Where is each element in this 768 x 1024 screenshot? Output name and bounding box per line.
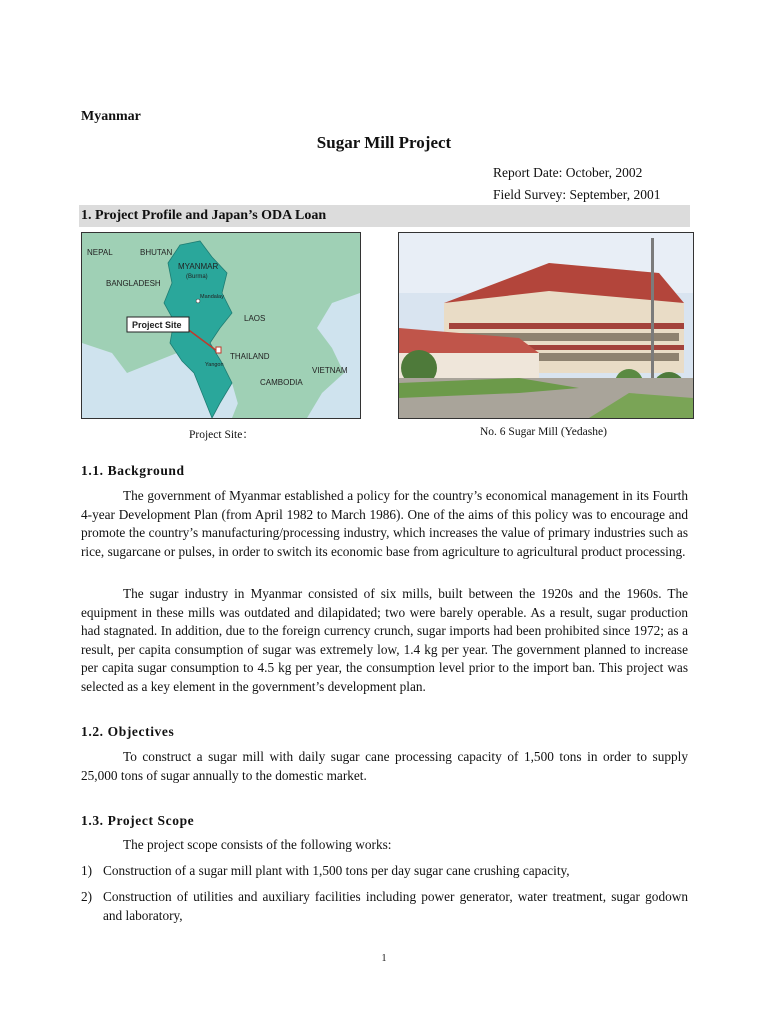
map-label-burma: (Burma)	[186, 274, 208, 280]
page-number: 1	[381, 953, 387, 964]
background-paragraph-2: The sugar industry in Myanmar consisted of six mills, built between the 1920s and the 1960s. The equipment in these mills was outdated and dilapidated; two were barely operable. As a result, sugar production had stagnated. In addition, due to the foreign currency crunch, sugar imports had been prohibited since 1972; as a result, per capita consumption of sugar was extremely low, 1.4 kg per year. The government planned to increase per capita sugar consumption to 4.5 kg per year, the consumption level prior to the import ban. This project was selected as a key element in the government’s development plan.	[81, 586, 688, 694]
map-label-myanmar: MYANMAR	[178, 262, 219, 271]
report-date: Report Date: October, 2002	[493, 165, 643, 180]
map-label-vietnam: VIETNAM	[312, 366, 348, 375]
objectives-heading: 1.2. Objectives	[81, 724, 175, 739]
map-illustration	[82, 233, 360, 418]
scope-heading: 1.3. Project Scope	[81, 813, 195, 828]
page-title: Sugar Mill Project	[316, 133, 452, 152]
map-label-nepal: NEPAL	[87, 248, 113, 257]
map-caption: Project Site：	[189, 429, 254, 441]
objectives-paragraph: To construct a sugar mill with daily sugar cane processing capacity of 1,500 tons in order to supply 25,000 tons of sugar annually to the domestic market.	[81, 749, 688, 783]
project-site-map	[81, 232, 361, 419]
map-label-cambodia: CAMBODIA	[260, 378, 303, 387]
sugar-mill-photo	[398, 232, 694, 419]
scope-intro: The project scope consists of the following works:	[123, 837, 392, 852]
list-item-number: 2)	[81, 889, 93, 904]
map-label-bangladesh: BANGLADESH	[106, 279, 161, 288]
section-heading-bar	[79, 205, 690, 227]
photo-illustration	[399, 233, 693, 418]
map-label-laos: LAOS	[244, 314, 266, 323]
field-survey-date: Field Survey: September, 2001	[493, 187, 661, 202]
background-heading: 1.1. Background	[81, 463, 185, 478]
map-label-thailand: THAILAND	[230, 352, 270, 361]
list-item-number: 1)	[81, 863, 93, 878]
map-label-bhutan: BHUTAN	[140, 248, 173, 257]
list-item-text: Construction of utilities and auxiliary facilities including power generator, water treatment, sugar godown and laboratory,	[103, 889, 688, 923]
map-label-project-site: Project Site	[132, 320, 182, 330]
country-label: Myanmar	[81, 109, 141, 124]
map-label-mandalay: Mandalay	[200, 294, 224, 300]
map-label-yangon: Yangon	[205, 362, 224, 368]
background-paragraph-1: The government of Myanmar established a policy for the country’s economical management in its Fourth 4-year Development Plan (from April 1982 to March 1986). One of the aims of this policy was to encourage and promote the country’s manufacturing/processing industry, which increases the value of primary industries such as rice, sugarcane or pulses, in order to switch its economic base from agriculture to agricultural product processing.	[81, 488, 688, 559]
section-heading: 1. Project Profile and Japan’s ODA Loan	[81, 208, 327, 223]
photo-caption: No. 6 Sugar Mill (Yedashe)	[480, 426, 607, 438]
list-item-text: Construction of a sugar mill plant with 1,500 tons per day sugar cane crushing capacity,	[103, 863, 570, 878]
